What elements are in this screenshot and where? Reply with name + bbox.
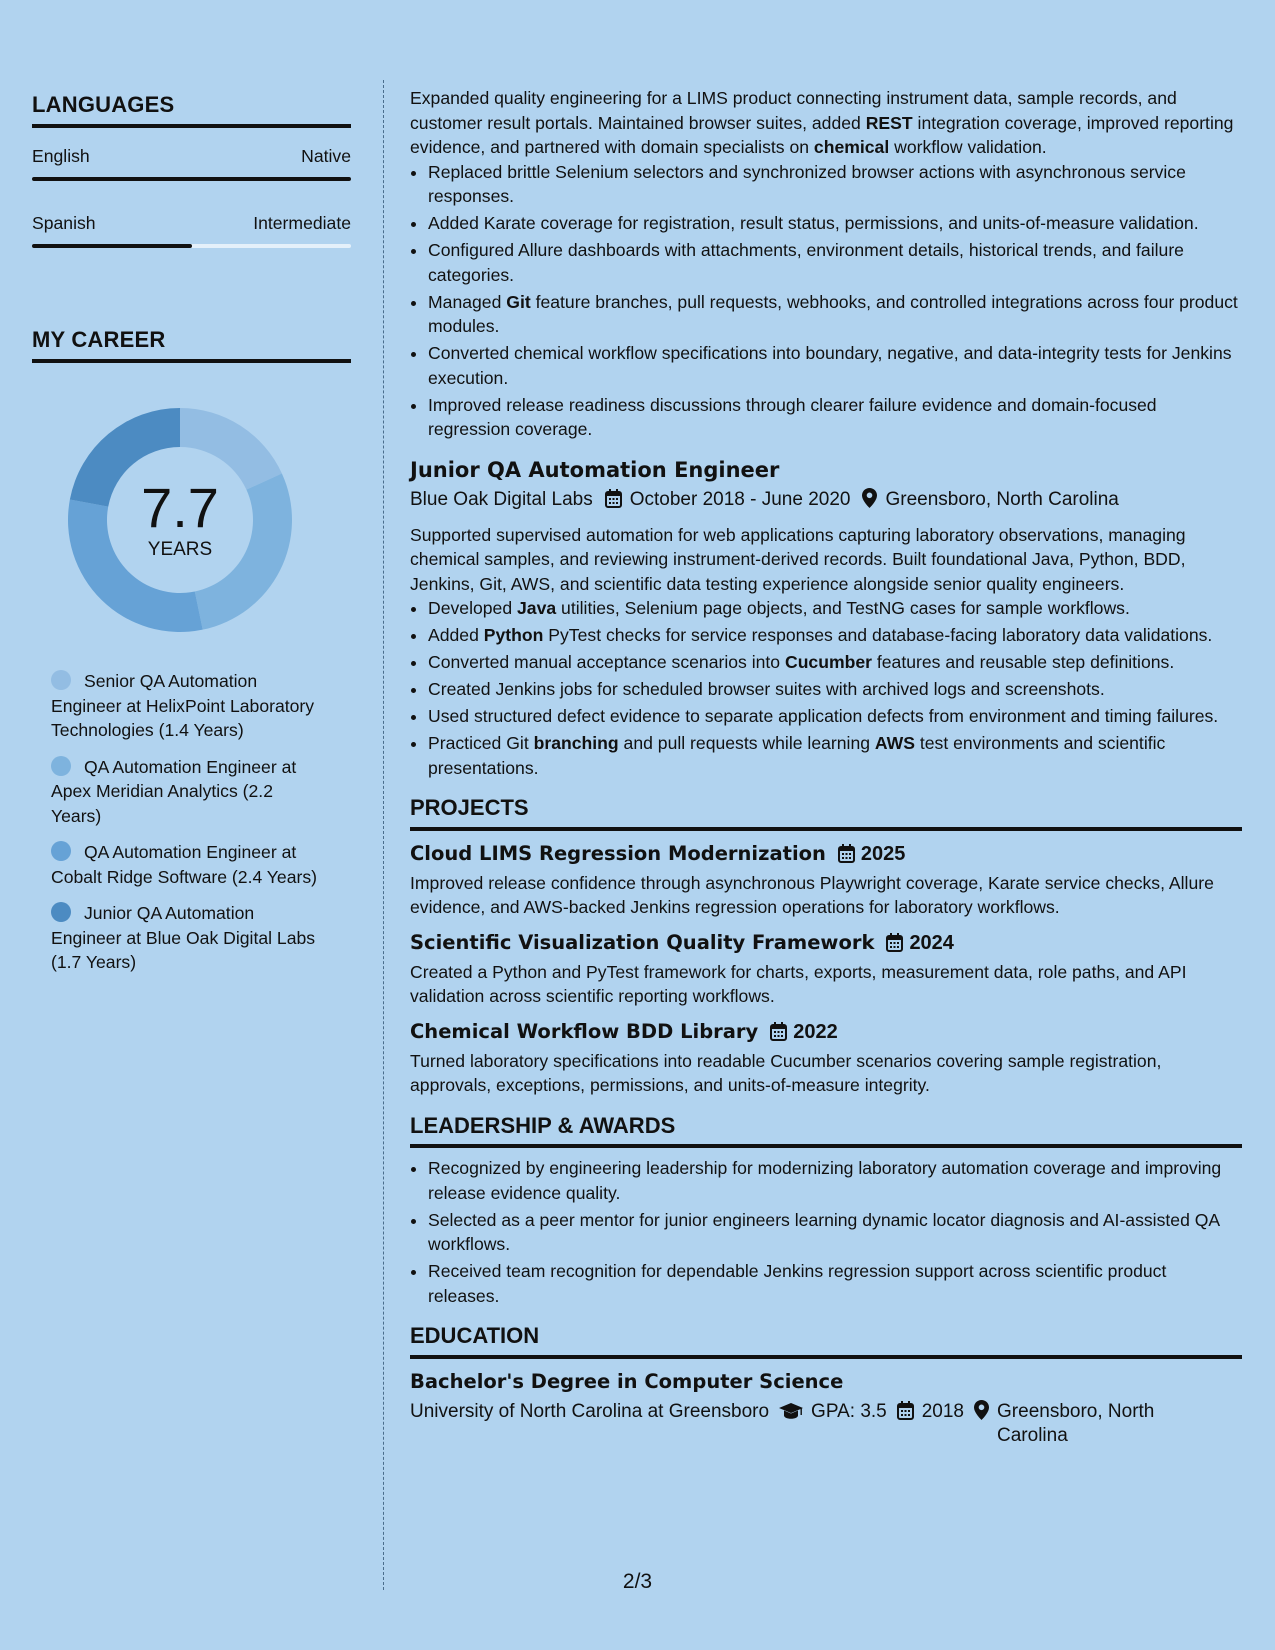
job-meta: [410, 486, 1242, 517]
language-level: Intermediate: [253, 213, 351, 233]
legend-dot: [51, 902, 71, 922]
bullet-item: • Added Karate coverage for registration, result status, permissions, and units-of-measure validation.: [428, 211, 1242, 236]
education-heading: EDUCATION: [410, 1324, 1242, 1359]
calendar-icon: [897, 1401, 914, 1428]
page-number: 2/3: [622, 1570, 653, 1593]
job-location: Greensboro, North Carolina: [885, 488, 1119, 510]
bullet-item: • Practiced Git branching and pull requests while learning AWS test environments and scientific presentations.: [428, 731, 1242, 780]
project-description: Turned laboratory specifications into readable Cucumber scenarios covering sample registration, approvals, exceptions, permissions, and units-of-measure integrity.: [410, 1050, 1162, 1095]
project-item: [410, 1018, 1242, 1098]
project-item: [410, 929, 1242, 1009]
legend-label: QA Automation Engineer at Cobalt Ridge Software (2.4 Years): [51, 842, 318, 887]
career-total-years: 7.7: [141, 476, 219, 539]
bullet-item: • Improved release readiness discussions through clearer failure evidence and domain-focused regression coverage.: [428, 393, 1242, 442]
education-meta: [410, 1400, 1242, 1449]
language-item: [32, 146, 351, 181]
calendar-icon: [886, 932, 903, 960]
main-content: [410, 86, 1242, 1449]
legend-dot: [51, 756, 71, 776]
project-title: Cloud LIMS Regression Modernization: [410, 841, 826, 865]
career-legend: [51, 669, 326, 975]
job-dates: October 2018 - June 2020: [629, 488, 851, 510]
career-total-unit: YEARS: [147, 539, 213, 560]
project-year: 2022: [793, 1020, 838, 1043]
previous-job-description: Expanded quality engineering for a LIMS product connecting instrument data, sample records, and customer result portals. Maintained browser suites, added REST integration coverage, improved reporting evidence, and partnered with domain specialists on chemical workflow validation.: [410, 88, 1234, 157]
legend-item: [51, 669, 326, 743]
leadership-bullets: [410, 1156, 1242, 1308]
donut-center: [67, 407, 293, 633]
language-proficiency-fill: [32, 244, 192, 248]
job-description: Supported supervised automation for web applications capturing laboratory observations, managing chemical samples, and reviewing instrument-derived records. Built foundational Java, Python, BDD, Jenkins, Git, AWS, and scientific data testing experience alongside senior quality engineers.: [410, 524, 1186, 594]
calendar-icon: [605, 489, 622, 517]
legend-dot: [51, 841, 71, 861]
language-proficiency-bar: [32, 177, 351, 181]
calendar-icon: [770, 1021, 787, 1049]
legend-dot: [51, 670, 71, 690]
language-proficiency-fill: [32, 177, 351, 181]
project-title: Scientific Visualization Quality Framework: [410, 930, 875, 954]
bullet-item: • Converted chemical workflow specifications into boundary, negative, and data-integrity tests for Jenkins execution.: [428, 341, 1242, 390]
calendar-icon: [838, 843, 855, 871]
legend-label: Junior QA Automation Engineer at Blue Oak Digital Labs (1.7 Years): [51, 903, 316, 972]
legend-item: [51, 901, 326, 975]
graduation-cap-icon: [779, 1402, 803, 1428]
education-degree: Bachelor's Degree in Computer Science: [410, 1369, 844, 1393]
bullet-item: • Developed Java utilities, Selenium page objects, and TestNG cases for sample workflows.: [428, 596, 1242, 621]
education-location: Greensboro, North Carolina: [997, 1400, 1155, 1446]
education-year: 2018: [921, 1400, 965, 1422]
bullet-item: • Configured Allure dashboards with attachments, environment details, historical trends, and failure categories.: [428, 238, 1242, 287]
project-year: 2024: [909, 931, 954, 954]
education-gpa: GPA: 3.5: [811, 1400, 887, 1422]
language-level: Native: [301, 146, 351, 166]
education-school: University of North Carolina at Greensboro: [410, 1400, 770, 1422]
sidebar: [32, 92, 351, 987]
projects-heading: PROJECTS: [410, 796, 1242, 831]
legend-item: [51, 755, 326, 829]
languages-heading: LANGUAGES: [32, 92, 351, 128]
job-company: Blue Oak Digital Labs: [410, 488, 593, 510]
bullet-item: • Used structured defect evidence to separate application defects from environment and timing failures.: [428, 704, 1242, 729]
project-year: 2025: [860, 842, 906, 865]
bullet-item: • Added Python PyTest checks for service responses and database-facing laboratory data validations.: [428, 623, 1242, 648]
bullet-item: • Managed Git feature branches, pull requests, webhooks, and controlled integrations across four product modules.: [428, 290, 1242, 339]
project-title: Chemical Workflow BDD Library: [410, 1019, 759, 1043]
career-donut-chart: [67, 407, 293, 633]
job-bullets: [410, 596, 1242, 780]
location-pin-icon: [974, 1400, 989, 1449]
job-title: Junior QA Automation Engineer: [410, 457, 780, 482]
language-item: [32, 213, 351, 248]
career-heading: MY CAREER: [32, 327, 351, 363]
project-description: Created a Python and PyTest framework for charts, exports, measurement data, role paths, and API validation across scientific reporting workflows.: [410, 961, 1187, 1006]
bullet-item: • Replaced brittle Selenium selectors and synchronized browser actions with asynchronous service responses.: [428, 160, 1242, 209]
location-pin-icon: [862, 488, 877, 517]
leadership-heading: LEADERSHIP & AWARDS: [410, 1114, 1242, 1149]
language-name: Spanish: [32, 213, 96, 233]
language-name: English: [32, 146, 90, 166]
bullet-item: • Received team recognition for dependable Jenkins regression support across scientific product releases.: [428, 1259, 1242, 1308]
project-description: Improved release confidence through asynchronous Playwright coverage, Karate service checks, Allure evidence, and AWS-backed Jenkins regression operations for laboratory workflows.: [410, 872, 1214, 917]
legend-item: [51, 840, 326, 889]
bullet-item: • Converted manual acceptance scenarios into Cucumber features and reusable step definitions.: [428, 650, 1242, 675]
bullet-item: • Recognized by engineering leadership for modernizing laboratory automation coverage and improving release evidence quality.: [428, 1156, 1242, 1205]
legend-label: Senior QA Automation Engineer at HelixPoint Laboratory Technologies (1.4 Years): [51, 671, 315, 740]
previous-job-bullets: [410, 160, 1242, 442]
legend-label: QA Automation Engineer at Apex Meridian Analytics (2.2 Years): [51, 756, 297, 826]
bullet-item: • Created Jenkins jobs for scheduled browser suites with archived logs and screenshots.: [428, 677, 1242, 702]
bullet-item: • Selected as a peer mentor for junior engineers learning dynamic locator diagnosis and AI-assisted QA workflows.: [428, 1208, 1242, 1257]
column-divider: [383, 80, 384, 1590]
language-proficiency-bar: [32, 244, 351, 248]
project-item: [410, 840, 1242, 920]
